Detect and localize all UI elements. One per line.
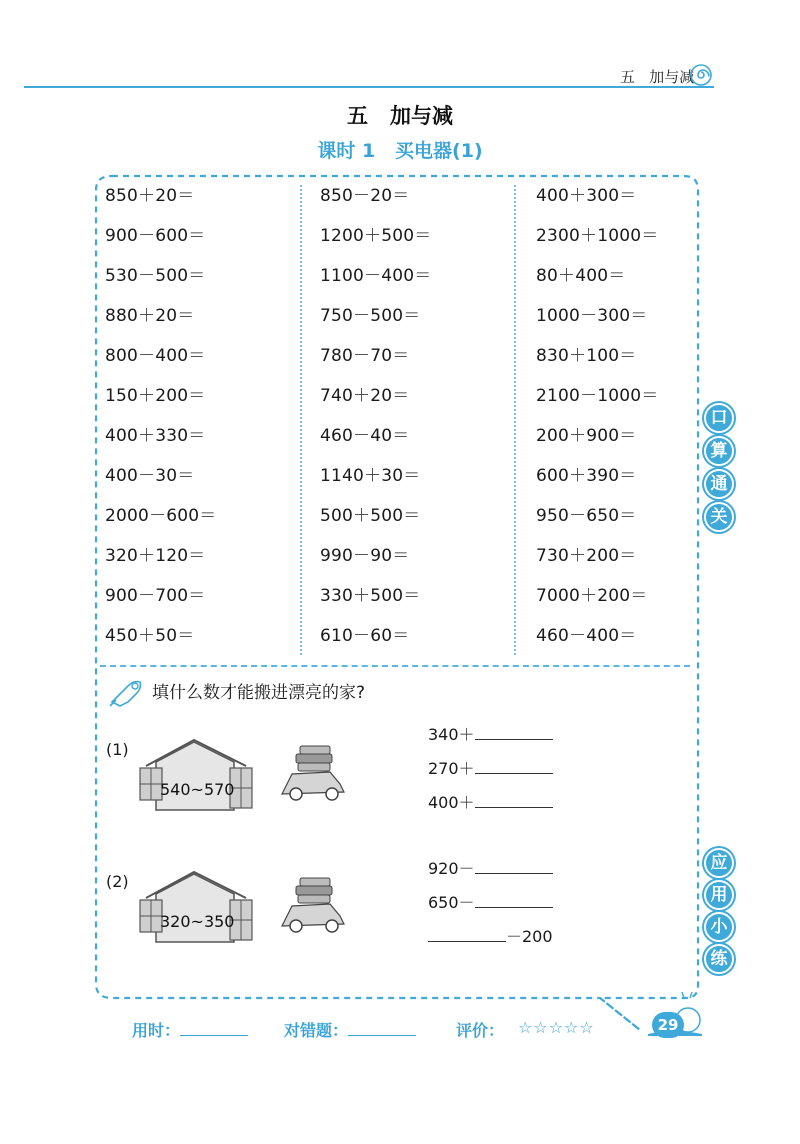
equation: 1100－400＝ (320, 266, 432, 286)
problem-label-2: (2) (106, 872, 129, 891)
side-tab-tong: 通 (704, 469, 734, 499)
equation: 460－40＝ (320, 426, 410, 446)
equation: 950－650＝ (536, 506, 637, 526)
side-tab-guan: 关 (704, 502, 734, 532)
equation: 900－600＝ (105, 226, 206, 246)
side-tab-suan: 算 (704, 436, 734, 466)
car-illustration (278, 874, 348, 938)
lesson-subtitle: 课时 1 买电器(1) (317, 140, 483, 162)
answer-blank[interactable] (475, 859, 553, 874)
equation: 1140＋30＝ (320, 466, 421, 486)
rating-stars[interactable]: ☆☆☆☆☆ (518, 1018, 595, 1037)
equation: 880＋20＝ (105, 306, 195, 326)
equation: 530－500＝ (105, 266, 206, 286)
fill-item: 650－ (428, 890, 553, 913)
equation: 2100－1000＝ (536, 386, 659, 406)
equation: 2300＋1000＝ (536, 226, 659, 246)
answer-blank[interactable] (475, 893, 553, 908)
answer-blank[interactable] (428, 927, 506, 942)
trumpet-icon (106, 676, 146, 710)
answer-blank[interactable] (475, 725, 553, 740)
house-range-1: 540~570 (160, 780, 235, 799)
answer-blank[interactable] (475, 793, 553, 808)
page-number: 29 (652, 1012, 684, 1038)
equation: 800－400＝ (105, 346, 206, 366)
rating-label: 评价： (456, 1021, 505, 1040)
section-prompt: 填什么数才能搬进漂亮的家? (152, 683, 366, 703)
car-illustration (278, 742, 348, 806)
equation: 850－20＝ (320, 186, 410, 206)
side-tab-yong: 用 (704, 880, 734, 910)
column-divider (300, 185, 302, 655)
equation: 990－90＝ (320, 546, 410, 566)
fill-item: 920－ (428, 856, 553, 879)
side-tab-lian: 练 (704, 944, 734, 974)
fill-item: 400＋ (428, 790, 553, 813)
equation: 1000－300＝ (536, 306, 648, 326)
equation: 500＋500＝ (320, 506, 421, 526)
equation: 330＋500＝ (320, 586, 421, 606)
fill-item: －200 (428, 924, 553, 947)
equation: 400＋300＝ (536, 186, 637, 206)
equation: 1200＋500＝ (320, 226, 432, 246)
equation: 400＋330＝ (105, 426, 206, 446)
column-divider (514, 185, 516, 655)
equation: 450＋50＝ (105, 626, 195, 646)
equation: 830＋100＝ (536, 346, 637, 366)
section-divider (100, 665, 690, 667)
equation: 850＋20＝ (105, 186, 195, 206)
time-blank[interactable] (180, 1023, 248, 1036)
errors-blank[interactable] (348, 1023, 416, 1036)
answer-blank[interactable] (475, 759, 553, 774)
equation: 780－70＝ (320, 346, 410, 366)
side-tab-xiao: 小 (704, 912, 734, 942)
fill-item: 340＋ (428, 722, 553, 745)
equation: 200＋900＝ (536, 426, 637, 446)
equation: 320＋120＝ (105, 546, 206, 566)
problem-label-1: (1) (106, 740, 129, 759)
page-title: 五 加与减 (347, 104, 453, 128)
equation: 7000＋200＝ (536, 586, 648, 606)
house-illustration (138, 738, 254, 814)
equation: 80＋400＝ (536, 266, 626, 286)
equation: 400－30＝ (105, 466, 195, 486)
equation: 600＋390＝ (536, 466, 637, 486)
side-tab-kou: 口 (704, 403, 734, 433)
equation: 460－400＝ (536, 626, 637, 646)
fill-item: 270＋ (428, 756, 553, 779)
equation: 750－500＝ (320, 306, 421, 326)
equation: 740＋20＝ (320, 386, 410, 406)
equation: 150＋200＝ (105, 386, 206, 406)
errors-field: 对错题： (284, 1018, 416, 1041)
chapter-header: 五 加与减 (620, 68, 695, 86)
house-range-2: 320~350 (160, 912, 235, 931)
equation: 2000－600＝ (105, 506, 217, 526)
house-illustration (138, 870, 254, 946)
side-tab-ying: 应 (704, 848, 734, 878)
equation: 900－700＝ (105, 586, 206, 606)
time-field: 用时： (132, 1018, 248, 1041)
equation: 610－60＝ (320, 626, 410, 646)
equation: 730＋200＝ (536, 546, 637, 566)
